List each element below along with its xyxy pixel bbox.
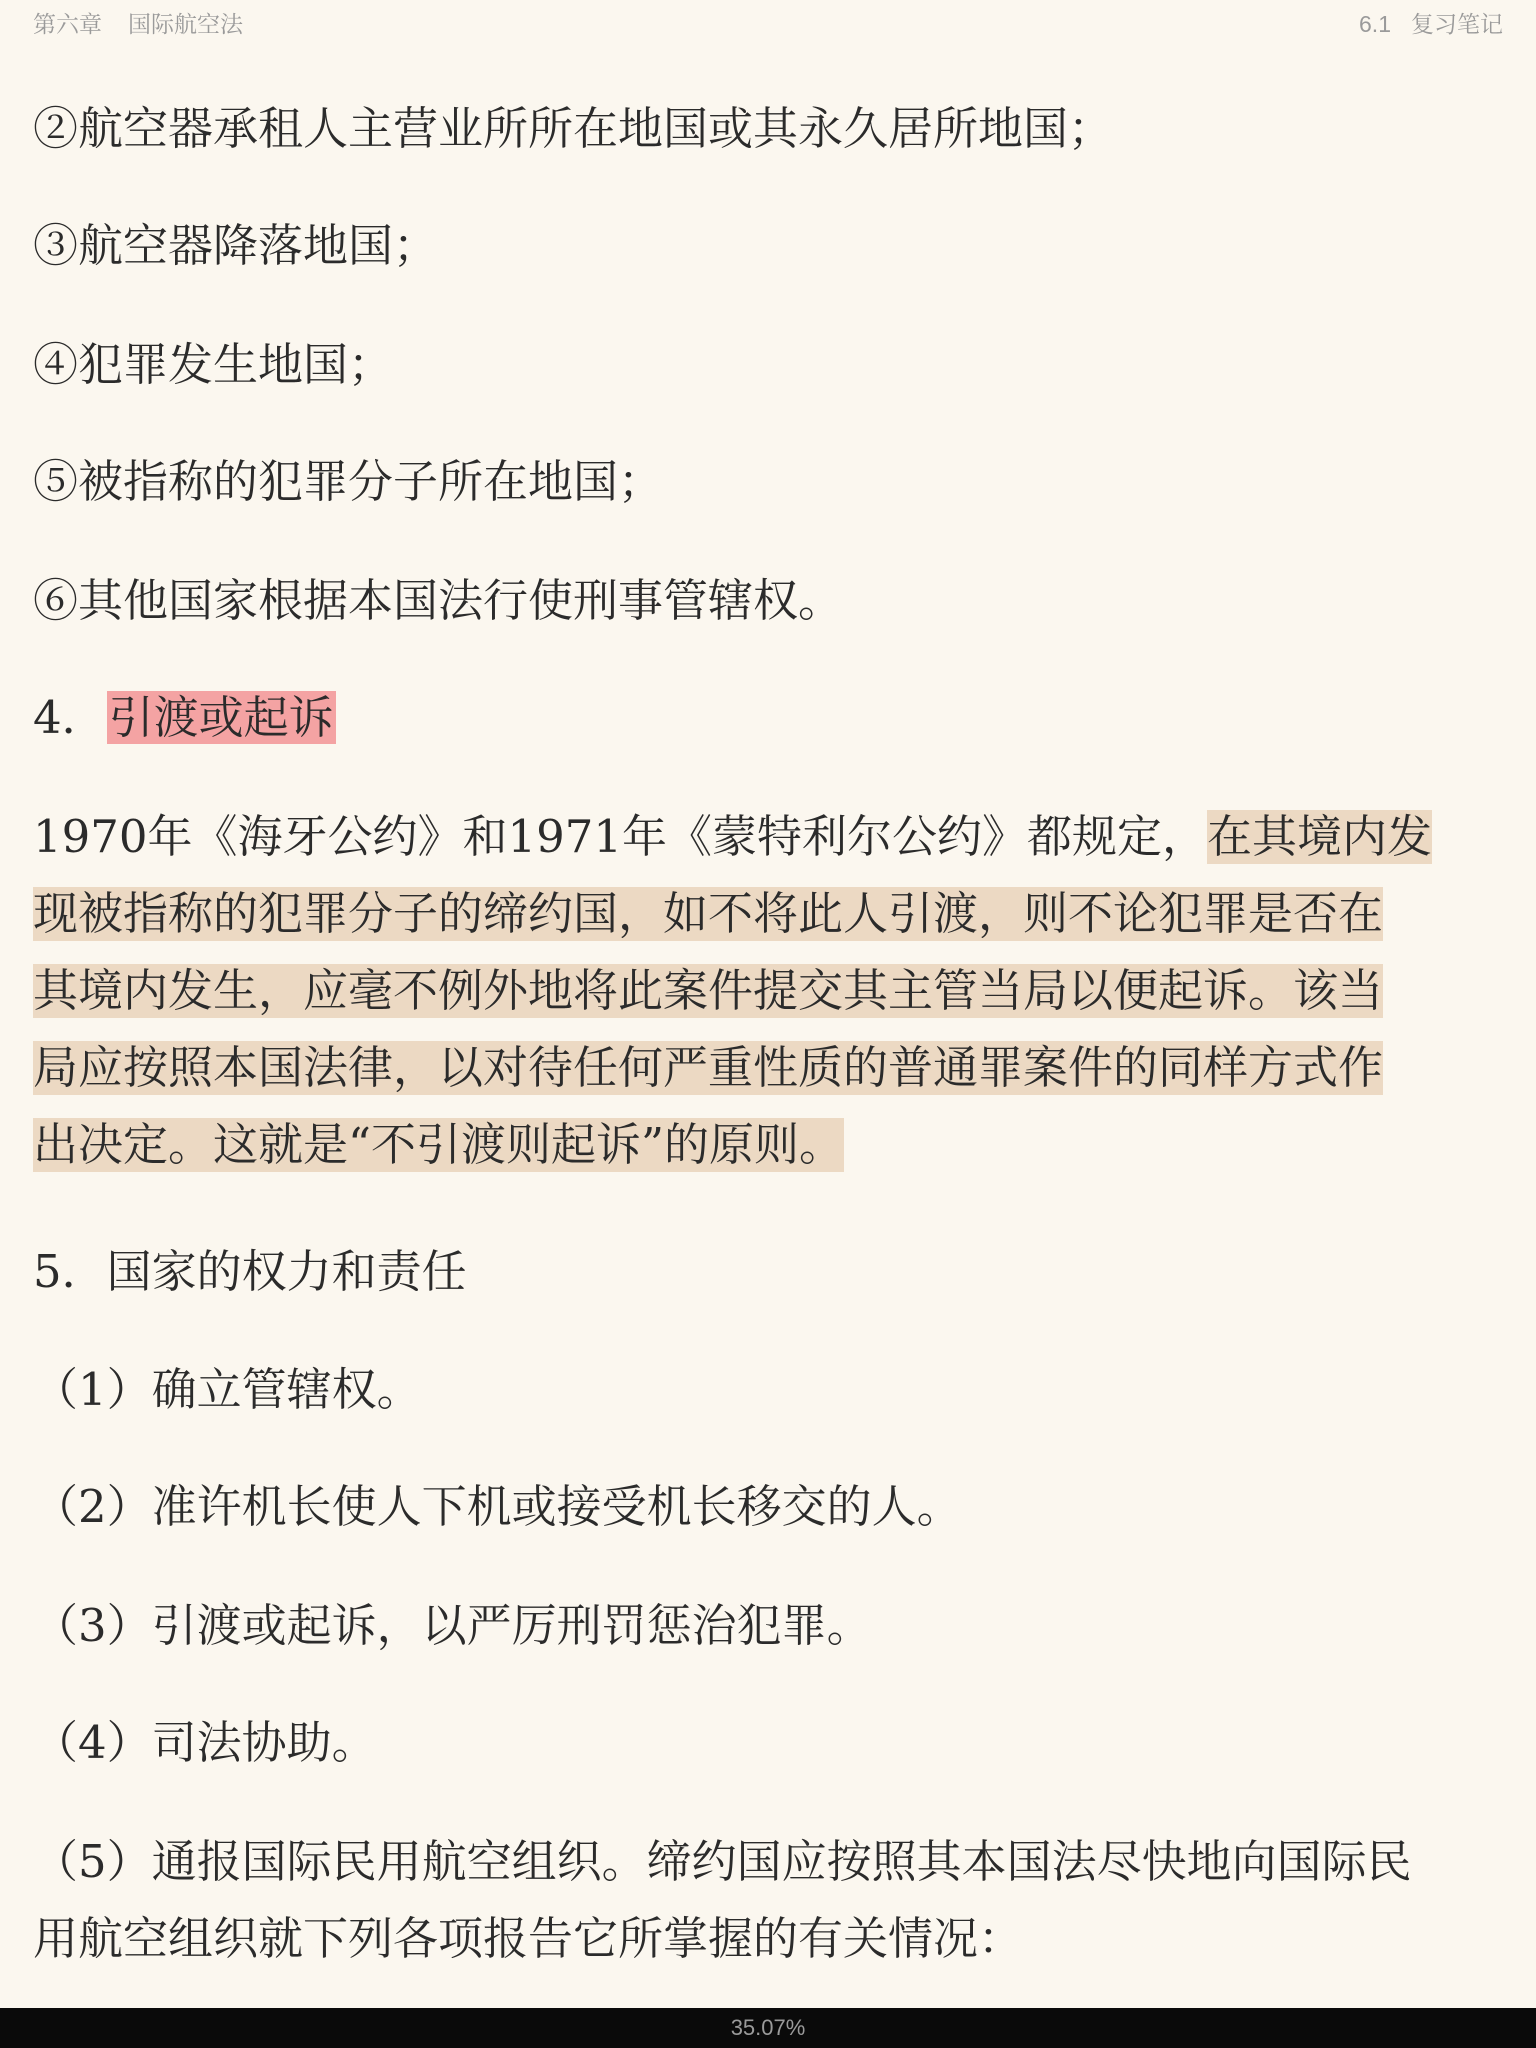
list-item-2: （2）准许机长使人下机或接受机长移交的人。 bbox=[33, 1480, 962, 1533]
highlighted-text[interactable]: 在其境内发 bbox=[1207, 810, 1433, 863]
highlighted-text[interactable]: 其境内发生，应毫不例外地将此案件提交其主管当局以便起诉。该当 bbox=[33, 964, 1384, 1017]
highlighted-heading-4-title[interactable]: 引渡或起诉 bbox=[108, 691, 334, 744]
header-section bbox=[1339, 6, 1503, 39]
list-item-5: ⑤被指称的犯罪分子所在地国； bbox=[33, 455, 664, 508]
heading-4-number: 4． bbox=[33, 691, 107, 744]
highlighted-text[interactable]: 局应按照本国法律，以对待任何严重性质的普通罪案件的同样方式作 bbox=[33, 1041, 1384, 1094]
paragraph-row bbox=[33, 875, 1473, 952]
list-item-3: （3）引渡或起诉，以严厉刑罚惩治犯罪。 bbox=[33, 1599, 872, 1652]
list-item-1: （1）确立管辖权。 bbox=[33, 1363, 422, 1416]
list-item-2: ②航空器承租人主营业所所在地国或其永久居所地国； bbox=[33, 102, 1114, 155]
highlighted-text[interactable]: 现被指称的犯罪分子的缔约国，如不将此人引渡，则不论犯罪是否在 bbox=[33, 887, 1384, 940]
paragraph-row bbox=[33, 952, 1473, 1029]
chapter-number: 第六章 bbox=[33, 11, 102, 37]
extradition-paragraph bbox=[33, 798, 1473, 1183]
list-item-4: ④犯罪发生地国； bbox=[33, 338, 394, 391]
paragraph-row bbox=[33, 1106, 1473, 1183]
reading-progress-percent: 35.07% bbox=[730, 2015, 806, 2040]
paragraph-row bbox=[33, 1029, 1473, 1106]
paragraph-text: 1970年《海牙公约》和1971年《蒙特利尔公约》都规定， bbox=[33, 810, 1208, 863]
highlighted-text[interactable]: 出决定。这就是“不引渡则起诉”的原则。 bbox=[33, 1118, 845, 1171]
section-number: 6.1 bbox=[1359, 11, 1391, 37]
list-item-6: ⑥其他国家根据本国法行使刑事管辖权。 bbox=[33, 574, 844, 627]
chapter-title: 国际航空法 bbox=[128, 11, 243, 37]
list-item-5-line-2: 用航空组织就下列各项报告它所掌握的有关情况： bbox=[33, 1912, 1024, 1965]
list-item-4: （4）司法协助。 bbox=[33, 1716, 377, 1769]
reading-progress-bar bbox=[0, 2008, 1536, 2048]
section-heading-5: 5．国家的权力和责任 bbox=[33, 1245, 467, 1298]
reader-header bbox=[0, 0, 1536, 40]
header-chapter bbox=[33, 6, 269, 39]
section-heading-4 bbox=[33, 679, 336, 756]
list-item-3: ③航空器降落地国； bbox=[33, 219, 439, 272]
section-title: 复习笔记 bbox=[1411, 11, 1503, 37]
list-item-5-line-1: （5）通报国际民用航空组织。缔约国应按照其本国法尽快地向国际民 bbox=[33, 1835, 1412, 1888]
paragraph-row bbox=[33, 798, 1473, 875]
